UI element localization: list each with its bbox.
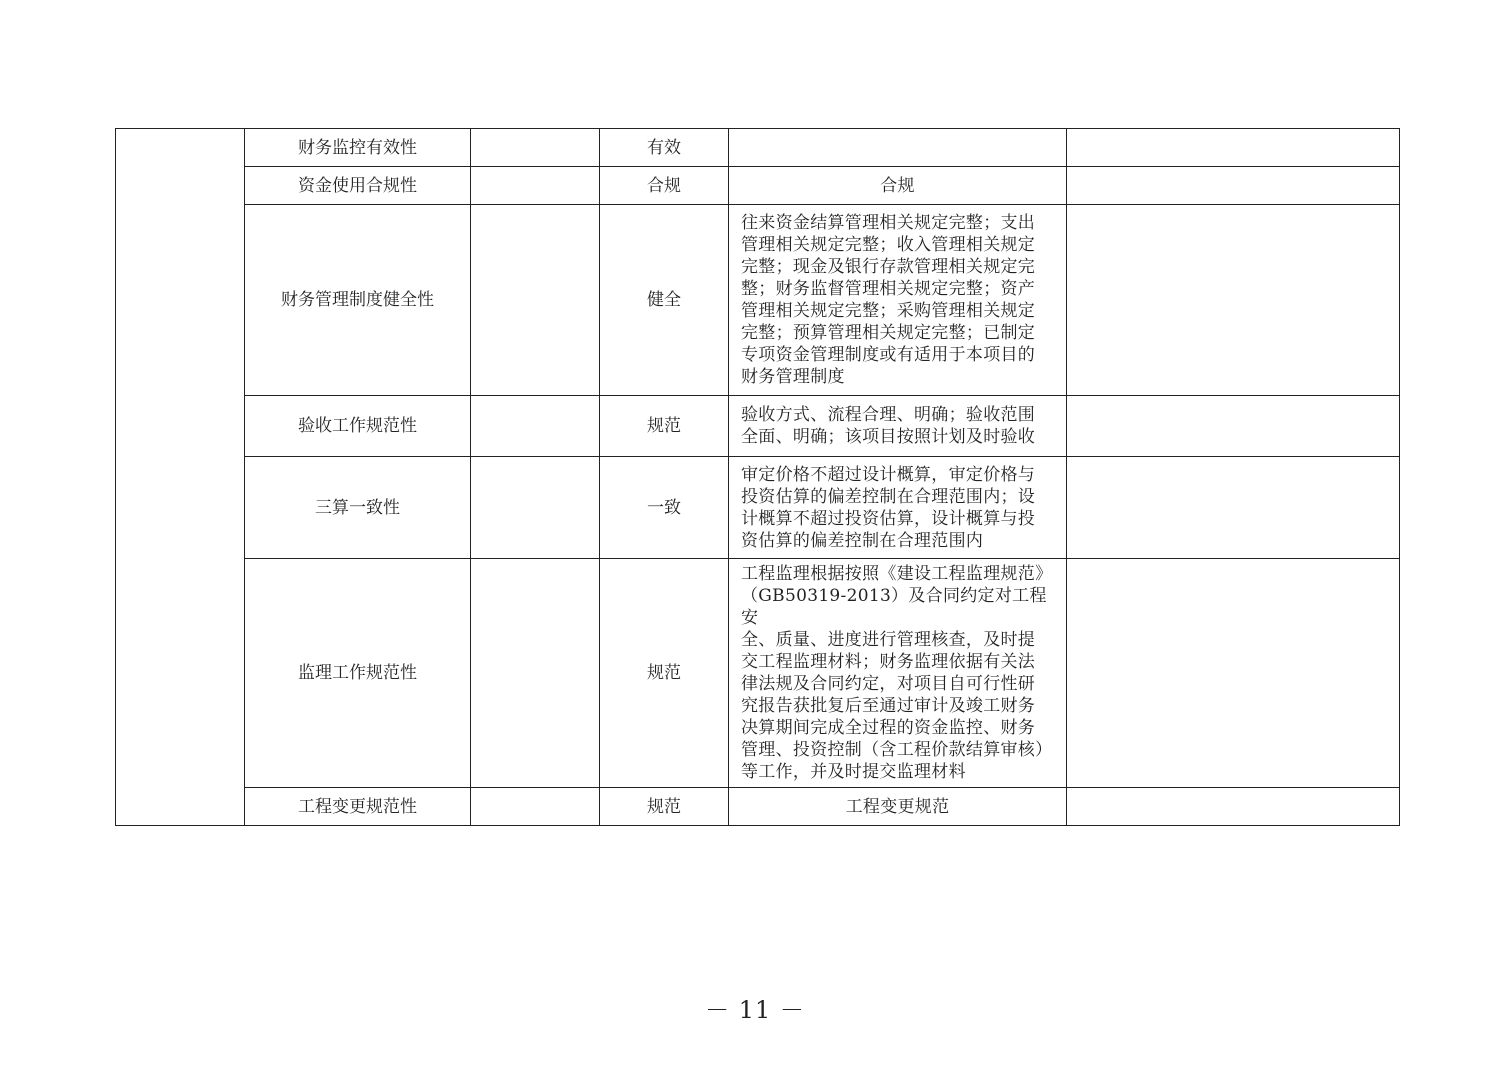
weight-cell (471, 457, 600, 559)
indicator-cell: 验收工作规范性 (245, 396, 471, 457)
note-cell (1067, 457, 1400, 559)
note-cell (1067, 788, 1400, 826)
standard-cell: 规范 (600, 559, 729, 788)
indicator-cell: 工程变更规范性 (245, 788, 471, 826)
indicator-cell: 财务管理制度健全性 (245, 205, 471, 396)
actual-text: 往来资金结算管理相关规定完整；支出 管理相关规定完整；收入管理相关规定 完整；现金及银行存款管理相关规定完 整；财务监督管理相关规定完整；资产 管理相关规定完整；采购管理相关规定 完整；预算管理相关规定完整；已制定 专项资金管理制度或有适用于本项目的 财务管理制度 (741, 213, 1036, 387)
actual-cell (729, 167, 1067, 205)
note-cell (1067, 559, 1400, 788)
table-row (116, 559, 1400, 788)
group-cell (116, 129, 245, 826)
table-row (116, 788, 1400, 826)
indicator-cell: 财务监控有效性 (245, 129, 471, 167)
weight-cell (471, 167, 600, 205)
standard-cell: 一致 (600, 457, 729, 559)
actual-cell (729, 559, 1067, 788)
indicator-cell: 监理工作规范性 (245, 559, 471, 788)
standard-cell: 合规 (600, 167, 729, 205)
note-cell (1067, 205, 1400, 396)
weight-cell (471, 205, 600, 396)
actual-text: 工程监理根据按照《建设工程监理规范》 （GB50319-2013）及合同约定对工程安 全、质量、进度进行管理核查，及时提 交工程监理材料；财务监理依据有关法 律法规及合同约定，对项目自可行性研 究报告获批复后至通过审计及竣工财务 决算期间完成全过程的资金监控、财务 管理、投资控制（含工程价款结算审核） 等工作，并及时提交监理材料 (741, 564, 1053, 782)
table-row (116, 396, 1400, 457)
standard-cell: 规范 (600, 788, 729, 826)
actual-text: 合规 (880, 175, 915, 196)
standard-cell: 健全 (600, 205, 729, 396)
weight-cell (471, 129, 600, 167)
actual-text: 工程变更规范 (845, 796, 950, 817)
actual-text: 审定价格不超过设计概算，审定价格与 投资估算的偏差控制在合理范围内；设 计概算不超过投资估算，设计概算与投 资估算的偏差控制在合理范围内 (741, 464, 1036, 551)
table-row (116, 129, 1400, 167)
note-cell (1067, 129, 1400, 167)
weight-cell (471, 788, 600, 826)
actual-cell (729, 457, 1067, 559)
actual-cell (729, 396, 1067, 457)
evaluation-table (115, 128, 1400, 826)
standard-cell: 规范 (600, 396, 729, 457)
weight-cell (471, 396, 600, 457)
table-row (116, 457, 1400, 559)
actual-text: 验收方式、流程合理、明确；验收范围 全面、明确；该项目按照计划及时验收 (741, 405, 1036, 447)
page-number: － 11 － (705, 996, 805, 1024)
indicator-cell: 资金使用合规性 (245, 167, 471, 205)
note-cell (1067, 396, 1400, 457)
actual-cell (729, 129, 1067, 167)
actual-cell (729, 205, 1067, 396)
table-row (116, 205, 1400, 396)
actual-cell (729, 788, 1067, 826)
table-row (116, 167, 1400, 205)
note-cell (1067, 167, 1400, 205)
standard-cell: 有效 (600, 129, 729, 167)
indicator-cell: 三算一致性 (245, 457, 471, 559)
weight-cell (471, 559, 600, 788)
